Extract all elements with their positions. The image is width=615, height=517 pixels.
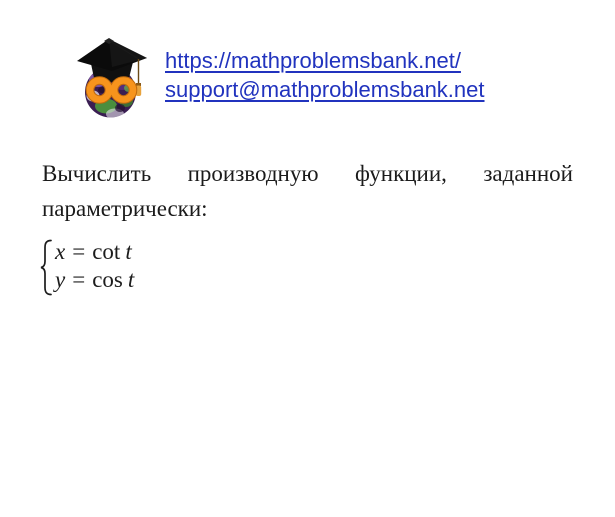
equation-argument: t — [127, 267, 135, 292]
task-word: производную — [187, 161, 319, 186]
equation-function: cot — [92, 239, 121, 264]
equation-system — [40, 238, 180, 298]
equation-row — [55, 266, 134, 294]
equation-lhs: y — [55, 267, 66, 292]
task-paragraph — [42, 156, 573, 226]
equation-function: cos — [92, 267, 123, 292]
task-word: Вычислить — [42, 161, 152, 186]
site-link[interactable]: https://mathproblemsbank.net/ — [165, 48, 461, 73]
left-brace-icon — [40, 239, 53, 302]
task-line-2: параметрически: — [42, 196, 208, 221]
equation-lhs: x — [55, 239, 66, 264]
task-line-1 — [42, 156, 573, 191]
header-links — [165, 46, 485, 104]
task-word: функции, — [354, 161, 447, 186]
equals-sign: = — [72, 239, 86, 264]
equation-row — [55, 238, 134, 266]
equals-sign: = — [72, 267, 86, 292]
equation-argument: t — [125, 239, 132, 264]
equation-rows — [55, 238, 134, 294]
email-link[interactable]: support@mathproblemsbank.net — [165, 77, 485, 102]
logo-graphic — [76, 38, 148, 120]
task-word: заданной — [483, 161, 573, 186]
mathproblemsbank-logo — [76, 38, 148, 120]
